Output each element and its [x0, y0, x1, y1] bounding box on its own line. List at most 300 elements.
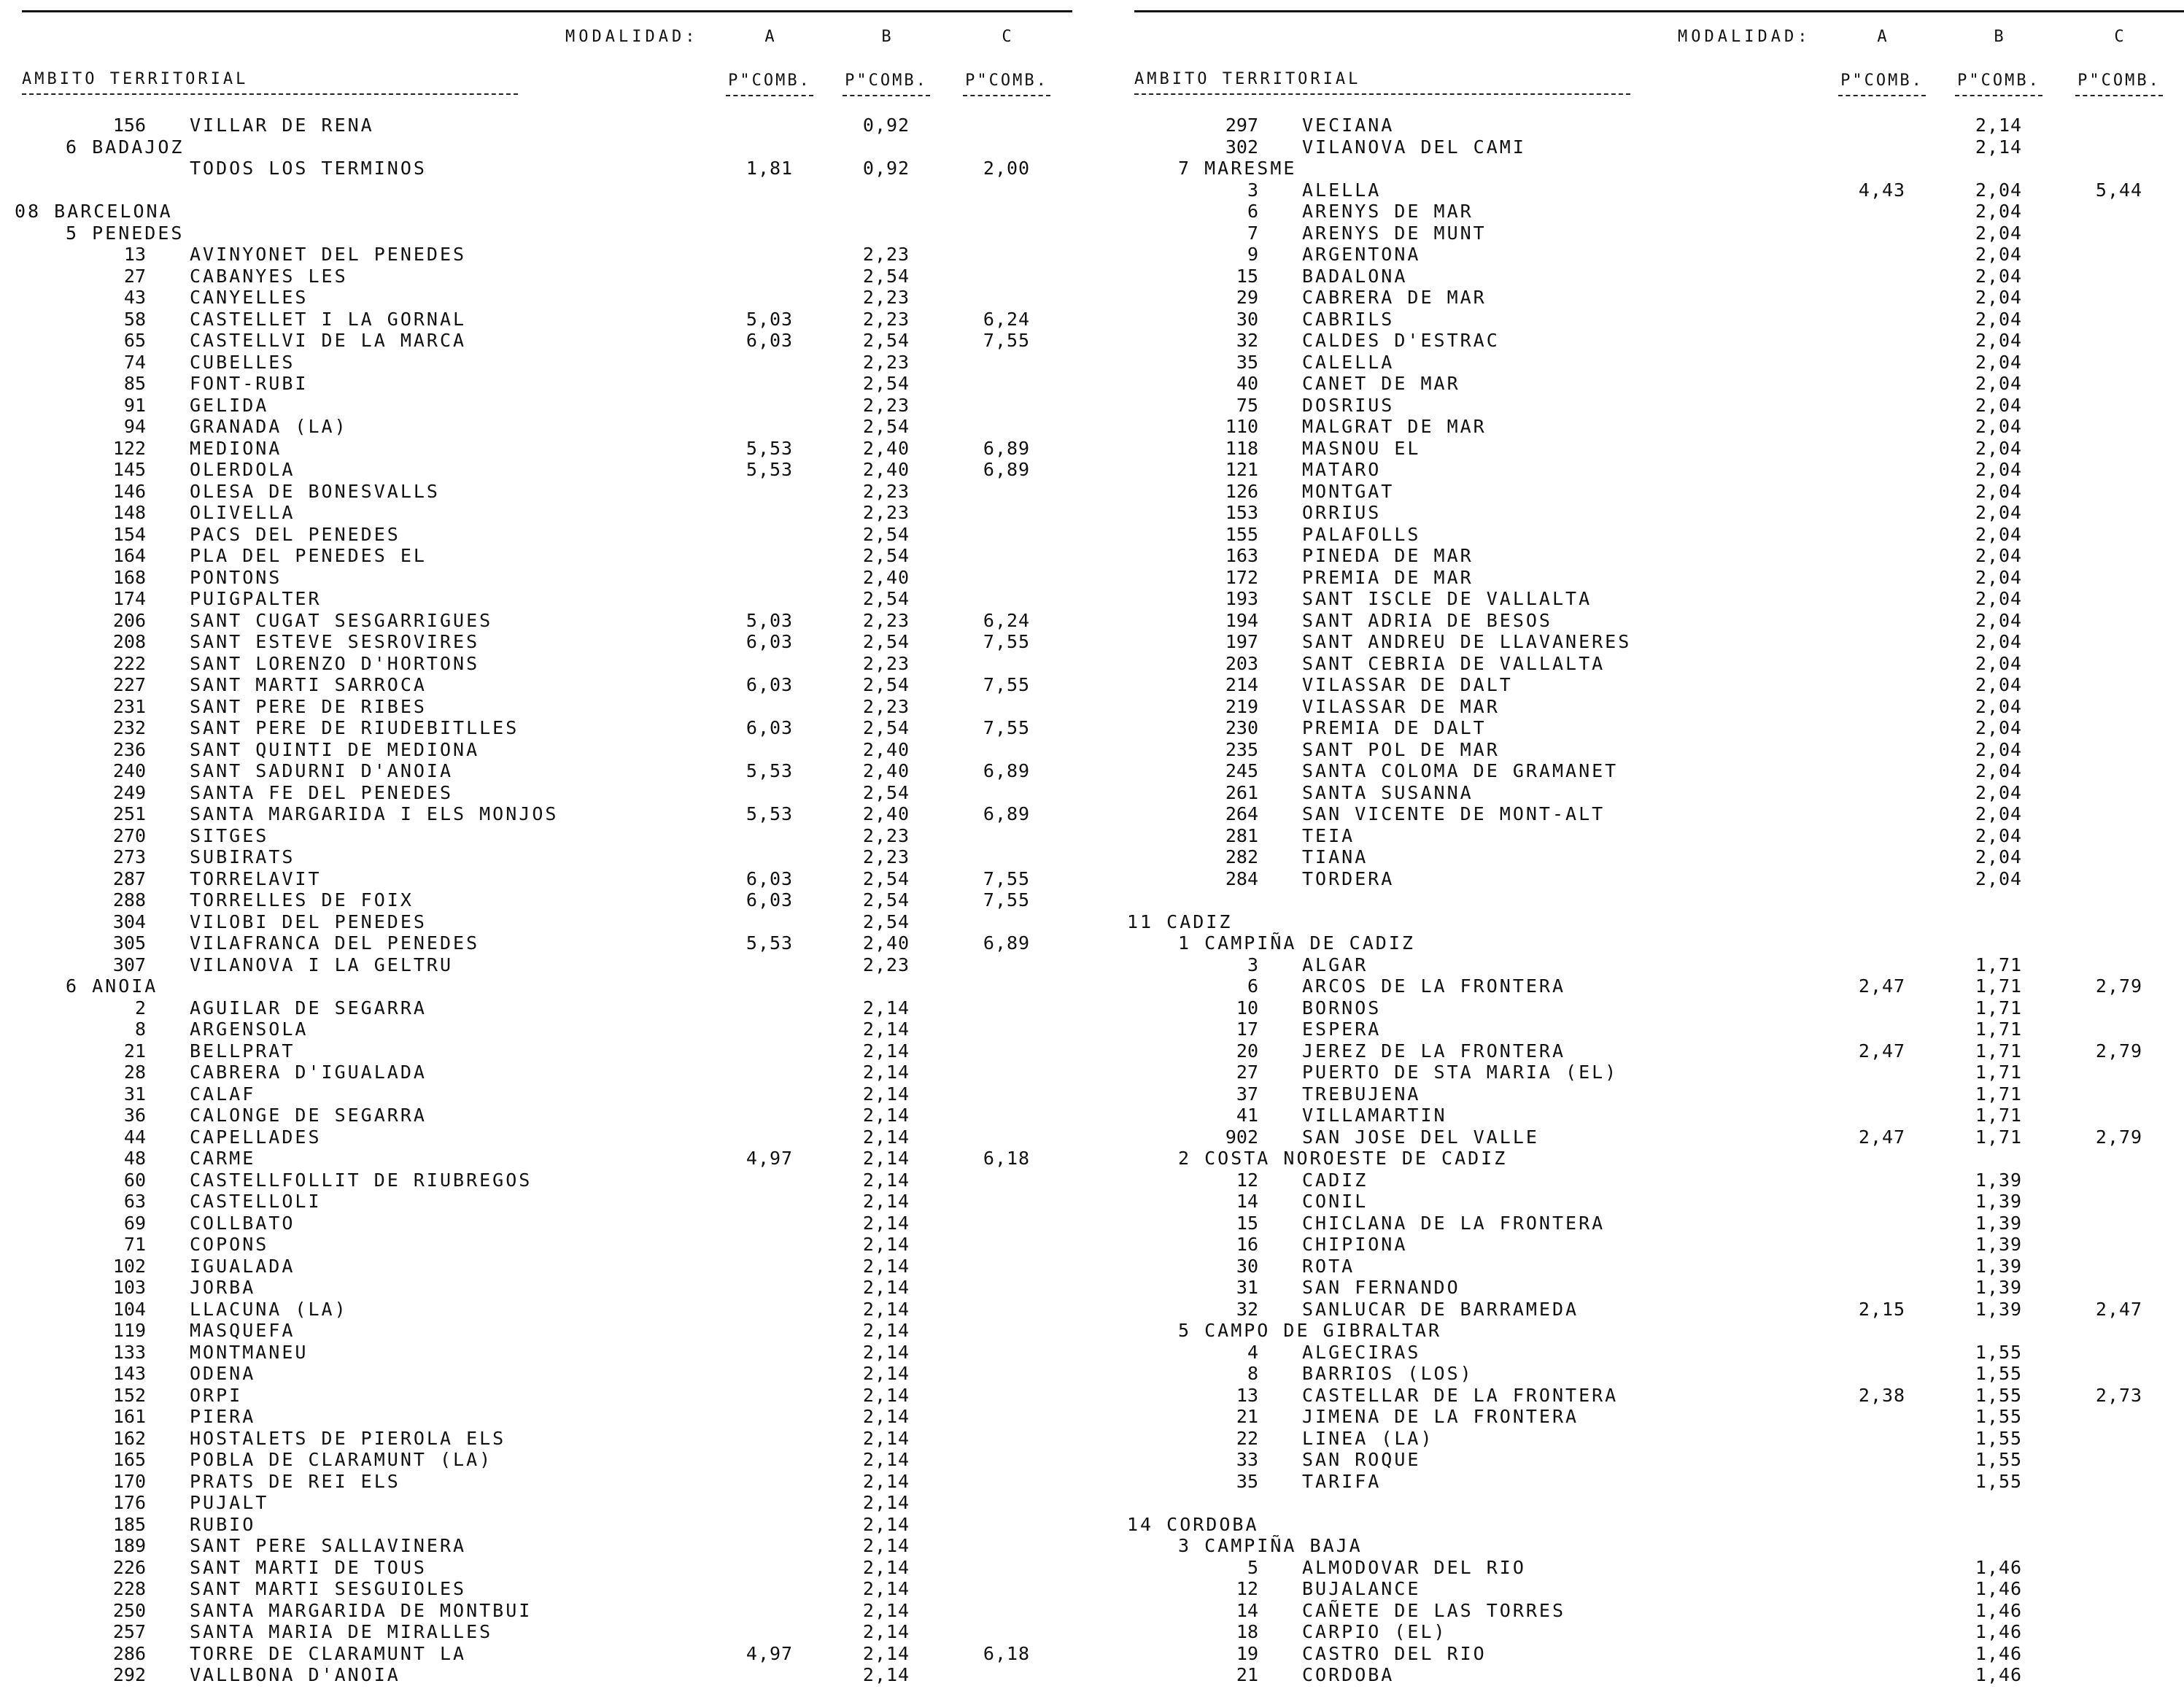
municipality-code: 174: [112, 588, 146, 609]
value-b: 2,23: [862, 609, 910, 631]
table-row: [1127, 1621, 2184, 1643]
value-c: 7,55: [983, 867, 1031, 889]
municipality-code: 30: [1236, 308, 1258, 330]
municipality-code: 185: [112, 1513, 146, 1535]
pcomb-b-heading: P"COMB.: [1957, 71, 2040, 90]
value-b: 2,04: [1975, 523, 2023, 545]
value-b: 2,23: [862, 954, 910, 975]
comarca-heading: [15, 223, 1087, 244]
value-c: 7,55: [983, 889, 1031, 911]
table-row: [15, 309, 1087, 330]
municipality-name: ARENYS DE MUNT: [1302, 222, 1487, 244]
municipality-name: BORNOS: [1302, 997, 1382, 1018]
table-row: [1127, 674, 2184, 696]
municipality-name: VILAFRANCA DEL PENEDES: [190, 932, 480, 954]
municipality-code: 203: [1225, 652, 1258, 674]
value-b: 2,14: [862, 1191, 910, 1212]
value-b: 1,39: [1975, 1255, 2023, 1277]
comarca-label: 7 MARESME: [1178, 158, 1297, 179]
value-a: 6,03: [746, 867, 794, 889]
value-b: 2,54: [862, 717, 910, 738]
value-b: 1,39: [1975, 1169, 2023, 1191]
table-row: [15, 1363, 1087, 1385]
municipality-code: 118: [1225, 437, 1258, 459]
table-row: [15, 954, 1087, 976]
municipality-name: BELLPRAT: [190, 1040, 295, 1062]
municipality-name: COLLBATO: [190, 1212, 295, 1234]
municipality-name: COPONS: [190, 1234, 269, 1255]
data-rows: [1127, 115, 2184, 1686]
pcomb-a-underline: [726, 95, 813, 96]
table-row: [1127, 631, 2184, 653]
municipality-code: 231: [112, 695, 146, 717]
municipality-code: 305: [112, 932, 146, 954]
municipality-code: 71: [123, 1234, 146, 1255]
municipality-code: 17: [1236, 1018, 1258, 1040]
value-b: 1,55: [1975, 1384, 2023, 1406]
table-row: [15, 481, 1087, 503]
table-row: [15, 1083, 1087, 1105]
value-b: 2,04: [1975, 222, 2023, 244]
municipality-name: PUIGPALTER: [190, 588, 322, 609]
value-b: 2,54: [862, 889, 910, 911]
municipality-code: 15: [1236, 265, 1258, 287]
municipality-code: 288: [112, 889, 146, 911]
value-b: 2,04: [1975, 179, 2023, 201]
municipality-code: 85: [123, 373, 146, 394]
value-b: 1,46: [1975, 1621, 2023, 1642]
table-row: [1127, 136, 2184, 158]
municipality-code: 31: [1236, 1277, 1258, 1298]
table-row: [1127, 223, 2184, 244]
municipality-name: SANTA SUSANNA: [1302, 781, 1474, 803]
municipality-code: 126: [1225, 480, 1258, 502]
municipality-name: SITGES: [190, 824, 269, 846]
municipality-name: VILLAMARTIN: [1302, 1105, 1447, 1126]
province-label: 08 BARCELONA: [15, 201, 173, 222]
table-row: [15, 1277, 1087, 1299]
municipality-code: 163: [1225, 545, 1258, 566]
table-row: [1127, 717, 2184, 739]
municipality-code: 33: [1236, 1449, 1258, 1470]
value-a: 4,43: [1858, 179, 1906, 201]
table-row: [15, 1040, 1087, 1062]
value-a: 6,03: [746, 717, 794, 738]
table-row: [15, 438, 1087, 460]
comarca-heading: [1127, 1148, 2184, 1170]
spacer-row: [15, 179, 1087, 201]
municipality-name: PIERA: [190, 1406, 256, 1427]
table-row: [15, 395, 1087, 417]
municipality-name: ALMODOVAR DEL RIO: [1302, 1556, 1526, 1578]
value-c: 2,00: [983, 158, 1031, 179]
municipality-code: 270: [112, 824, 146, 846]
municipality-name: TARIFA: [1302, 1470, 1382, 1492]
municipality-name: CUBELLES: [190, 351, 295, 373]
value-b: 2,14: [862, 1406, 910, 1427]
value-a: 5,53: [746, 437, 794, 459]
table-row: [1127, 1449, 2184, 1471]
table-row: [1127, 954, 2184, 976]
value-a: 2,47: [1858, 1040, 1906, 1062]
municipality-name: TORRELAVIT: [190, 867, 322, 889]
municipality-code: 219: [1225, 695, 1258, 717]
value-b: 1,55: [1975, 1406, 2023, 1427]
value-b: 2,54: [862, 265, 910, 287]
municipality-name: PUJALT: [190, 1492, 269, 1513]
municipality-code: 12: [1236, 1169, 1258, 1191]
municipality-code: 122: [112, 437, 146, 459]
municipality-name: JIMENA DE LA FRONTERA: [1302, 1406, 1579, 1427]
value-b: 2,54: [862, 588, 910, 609]
value-b: 2,14: [862, 1599, 910, 1621]
municipality-code: 232: [112, 717, 146, 738]
municipality-code: 161: [112, 1406, 146, 1427]
table-row: [1127, 395, 2184, 417]
value-b: 2,14: [862, 1105, 910, 1126]
municipality-name: TORRELLES DE FOIX: [190, 889, 414, 911]
comarca-heading: [1127, 1535, 2184, 1557]
table-row: [15, 1471, 1087, 1493]
municipality-name: SANT ESTEVE SESROVIRES: [190, 631, 480, 652]
municipality-name: SANT POL DE MAR: [1302, 738, 1500, 760]
value-b: 1,71: [1975, 1040, 2023, 1062]
municipality-name: VILASSAR DE MAR: [1302, 695, 1500, 717]
municipality-code: 21: [1236, 1664, 1258, 1685]
municipality-code: 227: [112, 674, 146, 695]
table-row: [15, 1385, 1087, 1407]
municipality-name: BUJALANCE: [1302, 1578, 1421, 1599]
table-row: [1127, 1191, 2184, 1213]
comarca-label: 6 ANOIA: [66, 975, 158, 997]
comarca-label: 3 CAMPIÑA BAJA: [1178, 1535, 1363, 1556]
municipality-name: CANYELLES: [190, 287, 309, 308]
value-a: 5,53: [746, 760, 794, 781]
value-b: 2,14: [862, 1341, 910, 1363]
municipality-name: CASTELLVI DE LA MARCA: [190, 330, 467, 351]
table-row: [1127, 1557, 2184, 1579]
municipality-name: SAN VICENTE DE MONT-ALT: [1302, 803, 1606, 824]
municipality-name: PONTONS: [190, 566, 282, 588]
comarca-label: 6 BADAJOZ: [66, 136, 185, 158]
table-row: [1127, 1363, 2184, 1385]
table-row: [1127, 287, 2184, 309]
municipality-name: SANT LORENZO D'HORTONS: [190, 652, 480, 674]
municipality-code: 282: [1225, 846, 1258, 867]
value-c: 6,89: [983, 459, 1031, 480]
municipality-code: 154: [112, 523, 146, 545]
municipality-code: 307: [112, 954, 146, 975]
table-row: [1127, 1342, 2184, 1364]
spacer-row: [1127, 1492, 2184, 1514]
municipality-name: PREMIA DE DALT: [1302, 717, 1487, 738]
municipality-name: PRATS DE REI ELS: [190, 1470, 400, 1492]
value-b: 2,04: [1975, 588, 2023, 609]
value-b: 2,04: [1975, 867, 2023, 889]
table-row: [1127, 1083, 2184, 1105]
province-label: 14 CORDOBA: [1127, 1513, 1259, 1535]
municipality-name: AGUILAR DE SEGARRA: [190, 997, 427, 1018]
table-row: [15, 115, 1087, 136]
value-b: 2,23: [862, 394, 910, 416]
municipality-name: PREMIA DE MAR: [1302, 566, 1474, 588]
municipality-name: LINEA (LA): [1302, 1427, 1434, 1449]
municipality-name: CASTELLET I LA GORNAL: [190, 308, 467, 330]
data-rows: [15, 115, 1087, 1686]
municipality-code: 902: [1225, 1126, 1258, 1148]
value-b: 2,04: [1975, 609, 2023, 631]
municipality-code: 35: [1236, 351, 1258, 373]
municipality-code: 164: [112, 545, 146, 566]
value-b: 2,14: [862, 1126, 910, 1148]
table-row: [15, 459, 1087, 481]
municipality-code: 65: [123, 330, 146, 351]
municipality-code: 3: [1247, 179, 1258, 201]
top-rule: [1134, 10, 2184, 12]
ambito-underline: [1134, 93, 1630, 95]
table-row: [1127, 1234, 2184, 1256]
table-row: [1127, 1256, 2184, 1277]
value-b: 2,23: [862, 502, 910, 523]
municipality-name: PLA DEL PENEDES EL: [190, 545, 427, 566]
municipality-code: 143: [112, 1363, 146, 1384]
municipality-name: CAÑETE DE LAS TORRES: [1302, 1599, 1566, 1621]
modalidad-b: B: [1994, 28, 2004, 46]
table-row: [15, 674, 1087, 696]
value-b: 1,55: [1975, 1470, 2023, 1492]
value-b: 2,54: [862, 674, 910, 695]
comarca-heading: [1127, 932, 2184, 954]
value-c: 6,89: [983, 803, 1031, 824]
table-row: [15, 1600, 1087, 1622]
municipality-code: 13: [1236, 1384, 1258, 1406]
municipality-code: 13: [123, 244, 146, 265]
municipality-code: 250: [112, 1599, 146, 1621]
pcomb-a-underline: [1838, 95, 1926, 96]
municipality-name: PACS DEL PENEDES: [190, 523, 400, 545]
table-row: [1127, 782, 2184, 804]
table-row: [1127, 352, 2184, 374]
municipality-code: 20: [1236, 1040, 1258, 1062]
value-b: 2,14: [862, 1642, 910, 1664]
value-b: 2,54: [862, 781, 910, 803]
province-heading: [1127, 1514, 2184, 1536]
municipality-name: SANT ADRIA DE BESOS: [1302, 609, 1552, 631]
value-a: 2,47: [1858, 1126, 1906, 1148]
municipality-code: 9: [1247, 244, 1258, 265]
municipality-code: 14: [1236, 1599, 1258, 1621]
comarca-label: 2 COSTA NOROESTE DE CADIZ: [1178, 1148, 1508, 1169]
table-row: [15, 1126, 1087, 1148]
municipality-code: 236: [112, 738, 146, 760]
comarca-heading: [15, 136, 1087, 158]
municipality-name: SANT CUGAT SESGARRIGUES: [190, 609, 493, 631]
table-row: [15, 1234, 1087, 1256]
table-row: [1127, 696, 2184, 718]
value-c: 5,44: [2095, 179, 2143, 201]
value-b: 2,14: [862, 1363, 910, 1384]
municipality-name: SANTA MARIA DE MIRALLES: [190, 1621, 493, 1642]
municipality-code: 21: [1236, 1406, 1258, 1427]
municipality-code: 152: [112, 1384, 146, 1406]
table-row: [15, 545, 1087, 567]
value-c: 7,55: [983, 330, 1031, 351]
value-b: 2,14: [862, 1320, 910, 1341]
municipality-code: 16: [1236, 1234, 1258, 1255]
municipality-code: 37: [1236, 1083, 1258, 1105]
table-row: [15, 631, 1087, 653]
table-row: [15, 803, 1087, 825]
value-b: 2,04: [1975, 394, 2023, 416]
table-row: [15, 287, 1087, 309]
value-a: 2,38: [1858, 1384, 1906, 1406]
municipality-name: SANT ISCLE DE VALLALTA: [1302, 588, 1592, 609]
value-b: 2,04: [1975, 265, 2023, 287]
value-b: 1,55: [1975, 1341, 2023, 1363]
comarca-heading: [15, 975, 1087, 997]
value-b: 2,14: [862, 1298, 910, 1320]
municipality-code: 235: [1225, 738, 1258, 760]
value-c: 6,24: [983, 308, 1031, 330]
municipality-name: TREBUJENA: [1302, 1083, 1421, 1105]
value-b: 2,04: [1975, 738, 2023, 760]
municipality-name: SANLUCAR DE BARRAMEDA: [1302, 1298, 1579, 1320]
value-b: 2,54: [862, 631, 910, 652]
municipality-name: SANTA MARGARIDA I ELS MONJOS: [190, 803, 559, 824]
table-row: [1127, 1664, 2184, 1686]
table-row: [1127, 760, 2184, 782]
value-b: 1,71: [1975, 975, 2023, 997]
value-b: 2,04: [1975, 846, 2023, 867]
municipality-code: 6: [1247, 975, 1258, 997]
municipality-code: 5: [1247, 1556, 1258, 1578]
municipality-name: TODOS LOS TERMINOS: [190, 158, 427, 179]
value-c: 6,89: [983, 760, 1031, 781]
table-row: [1127, 1299, 2184, 1321]
value-b: 2,14: [862, 1449, 910, 1470]
municipality-code: 119: [112, 1320, 146, 1341]
municipality-name: CABRERA DE MAR: [1302, 287, 1487, 308]
value-c: 2,79: [2095, 975, 2143, 997]
table-row: [1127, 416, 2184, 438]
value-b: 2,54: [862, 523, 910, 545]
municipality-code: 36: [123, 1105, 146, 1126]
municipality-code: 75: [1236, 394, 1258, 416]
value-b: 2,14: [862, 1277, 910, 1298]
table-row: [15, 1492, 1087, 1514]
municipality-code: 133: [112, 1341, 146, 1363]
value-b: 2,14: [862, 1255, 910, 1277]
pcomb-c-heading: P"COMB.: [2077, 71, 2161, 90]
municipality-name: CABRILS: [1302, 308, 1395, 330]
municipality-code: 230: [1225, 717, 1258, 738]
municipality-code: 146: [112, 480, 146, 502]
value-a: 5,03: [746, 609, 794, 631]
table-row: [1127, 588, 2184, 610]
value-b: 2,23: [862, 695, 910, 717]
value-b: 1,71: [1975, 997, 2023, 1018]
table-row: [15, 1535, 1087, 1557]
municipality-name: OLESA DE BONESVALLS: [190, 480, 440, 502]
value-a: 4,97: [746, 1642, 794, 1664]
municipality-code: 297: [1225, 115, 1258, 136]
value-b: 2,54: [862, 330, 910, 351]
table-row: [1127, 868, 2184, 890]
municipality-code: 102: [112, 1255, 146, 1277]
value-b: 2,14: [862, 1470, 910, 1492]
municipality-code: 10: [1236, 997, 1258, 1018]
municipality-code: 8: [1247, 1363, 1258, 1384]
municipality-code: 91: [123, 394, 146, 416]
value-c: 6,18: [983, 1642, 1031, 1664]
municipality-name: ARENYS DE MAR: [1302, 201, 1474, 222]
municipality-name: MASNOU EL: [1302, 437, 1421, 459]
municipality-code: 29: [1236, 287, 1258, 308]
table-row: [15, 244, 1087, 266]
municipality-code: 8: [134, 1018, 146, 1040]
table-row: [1127, 459, 2184, 481]
value-b: 2,14: [862, 1535, 910, 1556]
value-b: 0,92: [862, 158, 910, 179]
value-b: 2,54: [862, 867, 910, 889]
municipality-name: JORBA: [190, 1277, 256, 1298]
value-c: 7,55: [983, 717, 1031, 738]
table-row: [15, 1191, 1087, 1213]
value-b: 2,14: [862, 1234, 910, 1255]
value-b: 1,55: [1975, 1427, 2023, 1449]
municipality-code: 197: [1225, 631, 1258, 652]
municipality-code: 226: [112, 1556, 146, 1578]
table-row: [1127, 438, 2184, 460]
value-b: 2,14: [862, 1556, 910, 1578]
municipality-name: CASTELLOLI: [190, 1191, 322, 1212]
municipality-name: CONIL: [1302, 1191, 1368, 1212]
municipality-code: 155: [1225, 523, 1258, 545]
province-heading: [1127, 911, 2184, 933]
municipality-name: VECIANA: [1302, 115, 1395, 136]
table-row: [1127, 997, 2184, 1019]
municipality-code: 22: [1236, 1427, 1258, 1449]
modalidad-label: MODALIDAD:: [1678, 28, 1811, 46]
table-row: [15, 158, 1087, 179]
municipality-name: CADIZ: [1302, 1169, 1368, 1191]
comarca-label: 5 CAMPO DE GIBRALTAR: [1178, 1320, 1442, 1341]
province-label: 11 CADIZ: [1127, 911, 1233, 932]
municipality-code: 148: [112, 502, 146, 523]
municipality-name: ORRIUS: [1302, 502, 1382, 523]
table-row: [15, 1018, 1087, 1040]
value-a: 5,53: [746, 932, 794, 954]
table-row: [15, 1643, 1087, 1665]
municipality-code: 28: [123, 1062, 146, 1083]
value-b: 2,04: [1975, 308, 2023, 330]
municipality-name: CALDES D'ESTRAC: [1302, 330, 1500, 351]
municipality-code: 44: [123, 1126, 146, 1148]
municipality-name: VILOBI DEL PENEDES: [190, 911, 427, 932]
municipality-code: 153: [1225, 502, 1258, 523]
value-b: 2,04: [1975, 244, 2023, 265]
municipality-code: 189: [112, 1535, 146, 1556]
municipality-name: ARCOS DE LA FRONTERA: [1302, 975, 1566, 997]
table-row: [1127, 1600, 2184, 1622]
municipality-code: 284: [1225, 867, 1258, 889]
municipality-name: OLIVELLA: [190, 502, 295, 523]
municipality-code: 249: [112, 781, 146, 803]
left-column: [15, 0, 1087, 1697]
table-row: [15, 868, 1087, 890]
comarca-heading: [1127, 158, 2184, 179]
municipality-name: VILANOVA I LA GELTRU: [190, 954, 454, 975]
